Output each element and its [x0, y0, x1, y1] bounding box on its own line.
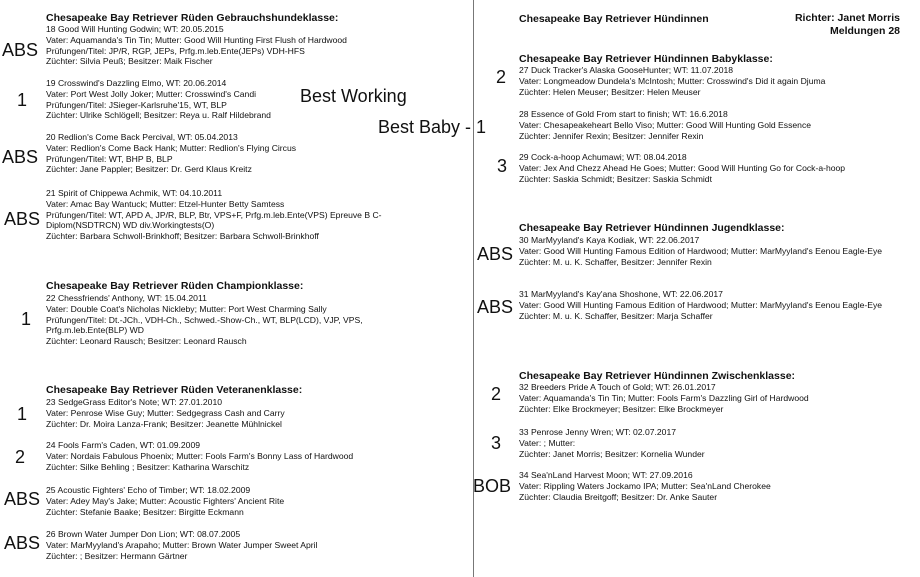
- class-heading-jugend: Chesapeake Bay Retriever Hündinnen Jugendklasse:: [519, 222, 785, 234]
- grade-label: BOB: [473, 476, 512, 496]
- grade-label: ABS: [477, 244, 514, 264]
- grade-label: 2: [496, 67, 507, 87]
- grade-label: 2: [491, 384, 502, 404]
- grade-label: ABS: [4, 533, 41, 553]
- grade-label: 1: [21, 309, 32, 329]
- grade-label: 1: [17, 90, 28, 110]
- dog-entry: 27 Duck Tracker's Alaska GooseHunter; WT: 11.07.2018 Vater: Longmeadow Dundela's McIntosh; Mutter: Crosswind's Did it again Djuma Züchter: Helen Meuser; Besitzer: Helen Meuser: [519, 65, 826, 97]
- grade-label: ABS: [4, 209, 41, 229]
- dog-entry: 30 MarMyyland's Kaya Kodiak, WT: 22.06.2017 Vater: Good Will Hunting Famous Edition of Hardwood; Mutter: MarMyyland's Eenou Eagle-Eye Züchter: M. u. K. Schaffer, Besitzer: Jennifer Rexin: [519, 235, 883, 267]
- grade-label: ABS: [4, 489, 41, 509]
- judge-name: Richter: Janet Morris: [794, 12, 900, 24]
- class-heading-zwischen: Chesapeake Bay Retriever Hündinnen Zwischenklasse:: [519, 370, 796, 382]
- grade-label: ABS: [2, 40, 39, 60]
- entry-count: Meldungen 28: [829, 25, 900, 37]
- grade-label: ABS: [2, 147, 39, 167]
- best-baby-note: Best Baby - 1: [378, 117, 487, 137]
- judge-info: [795, 12, 900, 38]
- dog-entry: 32 Breeders Pride A Touch of Gold; WT: 26.01.2017 Vater: Aquamanda's Tin Tin; Mutter: Fools Farm's Dazzling Girl of Hardwood Züchter: Elke Brockmeyer; Besitzer: Elke Brockmeyer: [519, 382, 809, 414]
- dog-entry: 26 Brown Water Jumper Don Lion; WT: 08.07.2005 Vater: MarMyyland's Arapaho; Mutter: Brown Water Jumper Sweet April Züchter: ; Besitzer: Hermann Gärtner: [46, 529, 318, 561]
- dog-entry: 23 SedgeGrass Editor's Note; WT: 27.01.2010 Vater: Penrose Wise Guy; Mutter: Sedgegrass Cash and Carry Züchter: Dr. Moira Lanza-Frank; Besitzer: Jeanette Mühlnickel: [46, 397, 285, 429]
- dog-entry: 28 Essence of Gold From start to finish; WT: 16.6.2018 Vater: Chesapeakeheart Bello Viso; Mutter: Good Will Hunting Gold Essence Züchter: Jennifer Rexin; Besitzer: Jennifer Rexin: [519, 109, 812, 141]
- grade-label: 3: [491, 433, 502, 453]
- dog-entry: 22 Chessfriends' Anthony, WT: 15.04.2011 Vater: Double Coat's Nicholas Nickleby; Mutter: Port West Charming Sally Prüfungen/Titel: Dt.-JCh., VDH-Ch., Schwed.-Show-Ch., WT, BLP(LCD), VJP, VPS, Prfg.m.leb.Ente(BLP) WD Züchter: Leonard Rausch; Besitzer: Leonard Rausch: [46, 293, 363, 347]
- dog-entry: 29 Cock-a-hoop Achumawi; WT: 08.04.2018 Vater: Jex And Chezz Ahead He Goes; Mutter: Good Will Hunting Go for Cock-a-hoop Züchter: Saskia Schmidt; Besitzer: Saskia Schmidt: [519, 152, 846, 184]
- dog-entry: 21 Spirit of Chippewa Achmik, WT: 04.10.2011 Vater: Amac Bay Wantuck; Mutter: Etzel-Hunter Betty Samtess Prüfungen/Titel: WT, APD A, JP/R, BLP, Btr, VPS+F, Prfg.m.leb.Ente(VPS) Epreuve B C-Diplom(NSDTRCN) WD div.Workingtests(O) Züchter: Barbara Schwoll-Brinkhoff; Besitzer: Barbara Schwoll-Brinkhoff: [46, 188, 382, 242]
- grade-label: 2: [15, 447, 26, 467]
- dog-entry: 18 Good Will Hunting Godwin; WT: 20.05.2015 Vater: Aquamanda's Tin Tin; Mutter: Good Will Hunting First Flush of Hardwood Prüfungen/Titel: JP/R, RGP, JEPs, Prfg.m.leb.Ente(JEPs) VDH-HFS Züchter: Silvia Peuß; Besitzer: Maik Fischer: [46, 24, 347, 67]
- grade-label: ABS: [477, 297, 514, 317]
- dog-entry: 33 Penrose Jenny Wren; WT: 02.07.2017 Vater: ; Mutter: Züchter: Janet Morris; Besitzer: Kornelia Wunder: [519, 427, 705, 459]
- dog-entry: 20 Redlion's Come Back Percival, WT: 05.04.2013 Vater: Redlion's Come Back Hank; Mutter: Redlion's Flying Circus Prüfungen/Titel: WT, BHP B, BLP Züchter: Jane Pappler; Besitzer: Dr. Gerd Klaus Kreitz: [46, 132, 297, 175]
- dog-entry: 31 MarMyyland's Kay'ana Shoshone, WT: 22.06.2017 Vater: Good Will Hunting Famous Edition of Hardwood; Mutter: MarMyyland's Eenou Eagle-Eye Züchter: M. u. K. Schaffer, Besitzer: Marja Schaffer: [519, 289, 883, 321]
- page-title: Chesapeake Bay Retriever Hündinnen: [519, 13, 709, 25]
- class-heading-champion: Chesapeake Bay Retriever Rüden Championklasse:: [46, 280, 304, 292]
- dog-entry: 24 Fools Farm's Caden, WT: 01.09.2009 Vater: Nordais Fabulous Phoenix; Mutter: Fools Farm's Bonny Lass of Hardwood Züchter: Silke Behling ; Besitzer: Katharina Warschitz: [46, 440, 354, 472]
- dog-entry: 19 Crosswind's Dazzling Elmo, WT: 20.06.2014 Vater: Port West Jolly Joker; Mutter: Crosswind's Candi Prüfungen/Titel: JSieger-Karlsruhe'15, WT, BLP Züchter: Ulrike Schlögell; Besitzer: Reya u. Ralf Hildebrand: [46, 78, 271, 121]
- dog-entry: 34 Sea'nLand Harvest Moon; WT: 27.09.2016 Vater: Rippling Waters Jockamo IPA; Mutter: Sea'nLand Cherokee Züchter: Claudia Breitgoff; Besitzer: Dr. Anke Sauter: [519, 470, 771, 502]
- class-heading-veteran: Chesapeake Bay Retriever Rüden Veteranenklasse:: [46, 384, 303, 396]
- class-heading-baby: Chesapeake Bay Retriever Hündinnen Babyklasse:: [519, 53, 773, 65]
- grade-label: 3: [497, 156, 508, 176]
- grade-label: 1: [17, 404, 28, 424]
- class-heading-gebrauchshund: Chesapeake Bay Retriever Rüden Gebrauchshundeklasse:: [46, 12, 339, 24]
- best-working-note: Best Working: [300, 86, 407, 106]
- dog-entry: 25 Acoustic Fighters' Echo of Timber; WT: 18.02.2009 Vater: Adey May's Jake; Mutter: Acoustic Fighters' Ancient Rite Züchter: Stefanie Baake; Besitzer: Birgitte Eckmann: [46, 485, 285, 517]
